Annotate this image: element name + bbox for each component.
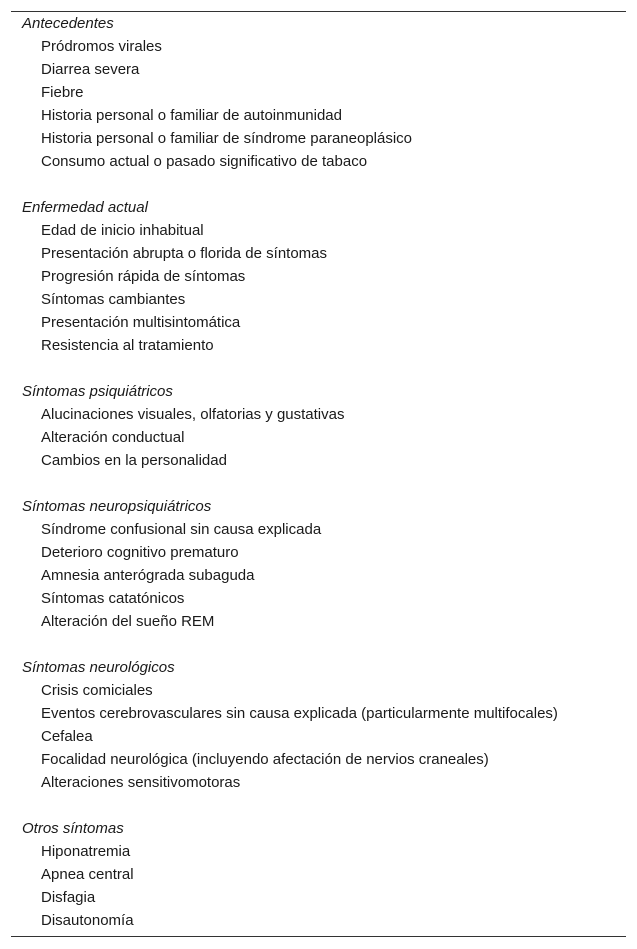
section-sintomas-psiquiatricos xyxy=(11,380,626,472)
list-item: Presentación abrupta o florida de síntomas xyxy=(41,245,328,262)
criteria-table-body xyxy=(11,12,626,936)
list-item: Alucinaciones visuales, olfatorias y gustativas xyxy=(41,406,345,423)
section-sintomas-neurologicos xyxy=(11,656,626,794)
list-item: Fiebre xyxy=(41,84,84,101)
criteria-table xyxy=(11,11,626,937)
list-item: Apnea central xyxy=(41,866,134,883)
section-heading: Antecedentes xyxy=(22,15,114,32)
section-heading: Enfermedad actual xyxy=(22,199,148,216)
list-item: Cambios en la personalidad xyxy=(41,452,227,469)
list-item: Historia personal o familiar de síndrome paraneoplásico xyxy=(41,130,413,147)
list-item: Consumo actual o pasado significativo de tabaco xyxy=(41,153,368,170)
section-enfermedad-actual xyxy=(11,196,626,357)
list-item: Alteraciones sensitivomotoras xyxy=(41,774,241,791)
list-item: Alteración conductual xyxy=(41,429,185,446)
section-heading: Síntomas psiquiátricos xyxy=(22,383,173,400)
list-item: Pródromos virales xyxy=(41,38,162,55)
list-item: Alteración del sueño REM xyxy=(41,613,215,630)
section-heading: Síntomas neuropsiquiátricos xyxy=(22,498,212,515)
list-item: Cefalea xyxy=(41,728,93,745)
section-otros-sintomas xyxy=(11,817,626,932)
list-item: Diarrea severa xyxy=(41,61,140,78)
list-item: Edad de inicio inhabitual xyxy=(41,222,204,239)
list-item: Presentación multisintomática xyxy=(41,314,241,331)
section-antecedentes xyxy=(11,12,626,173)
list-item: Síntomas cambiantes xyxy=(41,291,186,308)
list-item: Crisis comiciales xyxy=(41,682,153,699)
list-item: Resistencia al tratamiento xyxy=(41,337,214,354)
list-item: Historia personal o familiar de autoinmunidad xyxy=(41,107,342,124)
list-item: Síndrome confusional sin causa explicada xyxy=(41,521,322,538)
section-heading: Otros síntomas xyxy=(22,820,124,837)
section-heading: Síntomas neurológicos xyxy=(22,659,175,676)
list-item: Disautonomía xyxy=(41,912,134,929)
list-item: Síntomas catatónicos xyxy=(41,590,185,607)
list-item: Eventos cerebrovasculares sin causa explicada (particularmente multifocales) xyxy=(41,705,558,722)
list-item: Amnesia anterógrada subaguda xyxy=(41,567,255,584)
list-item: Deterioro cognitivo prematuro xyxy=(41,544,239,561)
list-item: Hiponatremia xyxy=(41,843,131,860)
list-item: Focalidad neurológica (incluyendo afectación de nervios craneales) xyxy=(41,751,489,768)
list-item: Progresión rápida de síntomas xyxy=(41,268,246,285)
section-sintomas-neuropsiquiatricos xyxy=(11,495,626,633)
list-item: Disfagia xyxy=(41,889,96,906)
